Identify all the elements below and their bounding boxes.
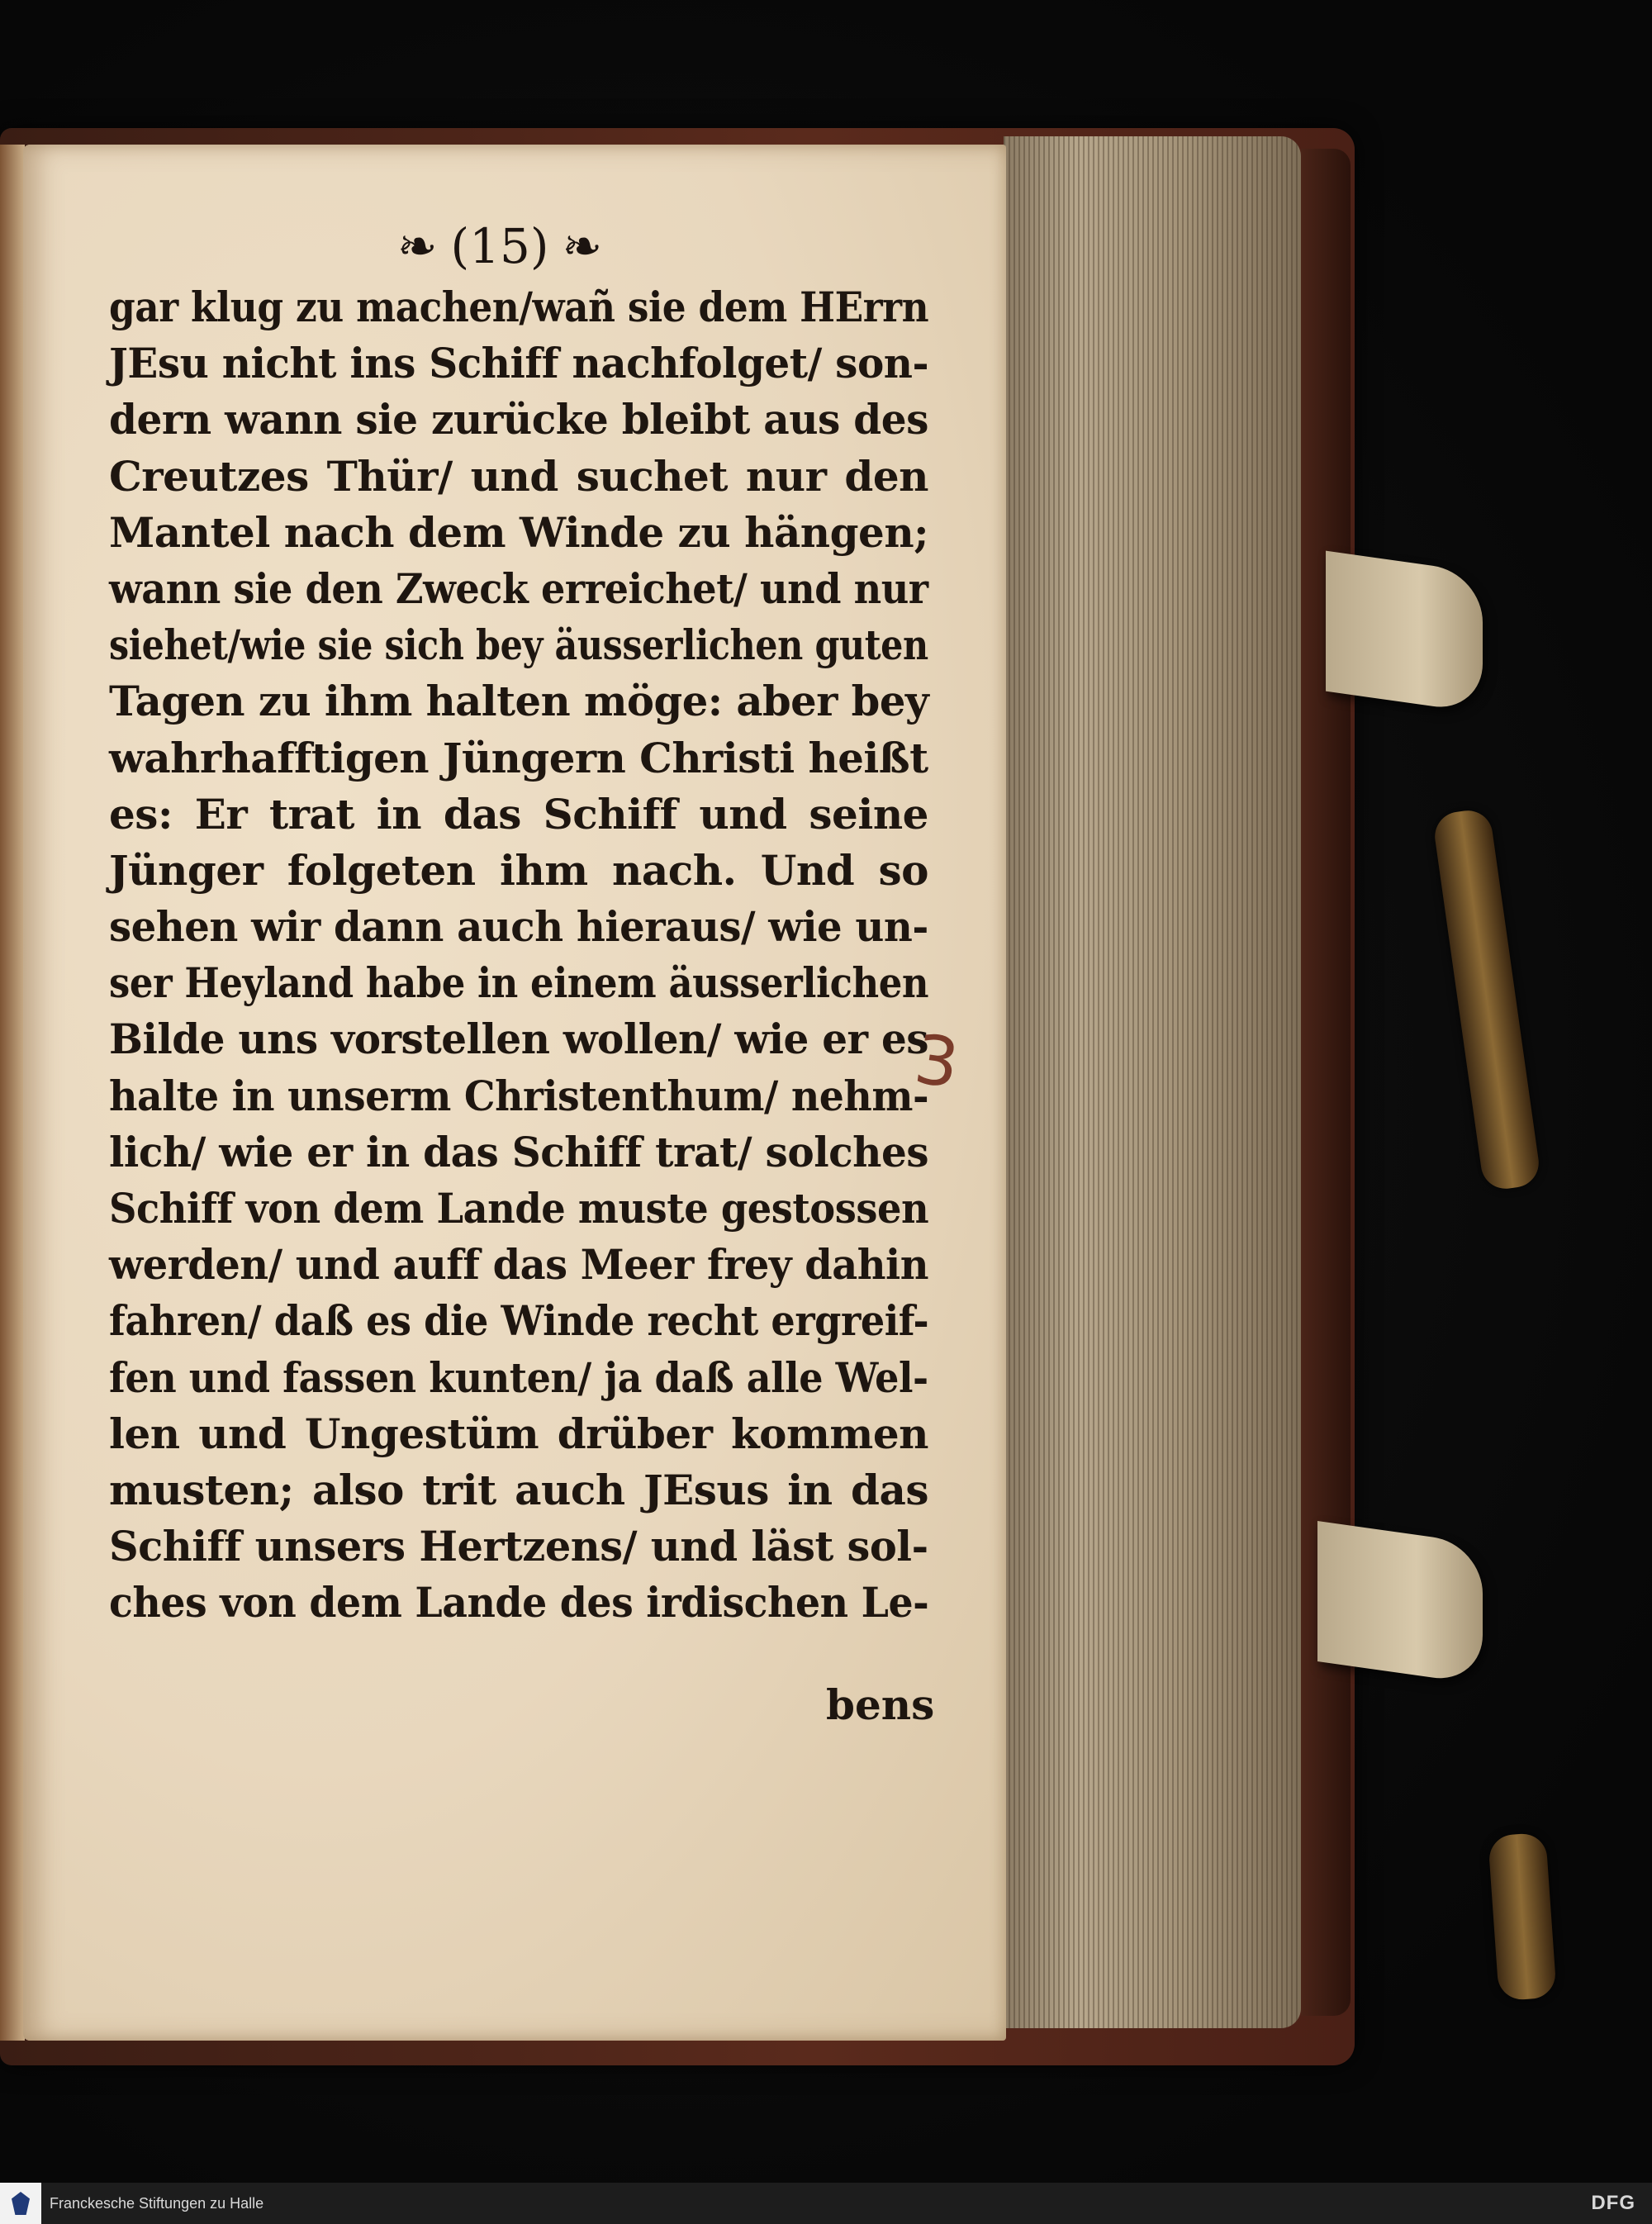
institution-logo-icon bbox=[12, 2192, 30, 2215]
page-gutter bbox=[0, 145, 25, 2041]
text-line: wahrhafftigen Jüngern Christi heißt bbox=[109, 733, 928, 782]
clasp-strap-lower bbox=[1317, 1521, 1483, 1685]
text-line: gar klug zu machen/wañ sie dem HErrn bbox=[109, 283, 929, 331]
text-line: dern wann sie zurücke bleibt aus des bbox=[109, 395, 928, 444]
text-line: Bilde uns vorstellen wollen/ wie er es bbox=[109, 1015, 929, 1064]
text-line: Mantel nach dem Winde zu hängen; bbox=[109, 507, 929, 557]
page-number: (15) bbox=[450, 218, 549, 274]
text-line: halte in unserm Christenthum/ nehm- bbox=[109, 1071, 929, 1120]
metal-clasp-upper bbox=[1431, 807, 1541, 1191]
clasp-strap-upper bbox=[1326, 551, 1483, 714]
text-block bbox=[109, 279, 928, 1632]
footer-bar bbox=[0, 2183, 1652, 2224]
text-line: sehen wir dann auch hieraus/ wie un- bbox=[109, 902, 928, 952]
institution-name: Franckesche Stiftungen zu Halle bbox=[50, 2194, 264, 2212]
text-line: fen und fassen kunten/ ja daß alle Wel- bbox=[109, 1352, 928, 1402]
cover-edge bbox=[1301, 149, 1351, 2016]
text-line: ches von dem Lande des irdischen Le- bbox=[109, 1578, 929, 1628]
metal-clasp-lower bbox=[1488, 1832, 1557, 2001]
text-line: Tagen zu ihm halten möge: aber bey bbox=[109, 677, 929, 726]
text-line: lich/ wie er in das Schiff trat/ solches bbox=[109, 1127, 929, 1176]
ornament-left-icon: ❧ bbox=[396, 218, 438, 274]
text-line: len und Ungestüm drüber kommen bbox=[109, 1409, 928, 1458]
text-line: musten; also trit auch JEsus in das bbox=[109, 1465, 928, 1514]
text-line: werden/ und auff das Meer frey dahin bbox=[109, 1240, 929, 1290]
catchword: bens bbox=[826, 1680, 935, 1729]
text-line: Jünger folgeten ihm nach. Und so bbox=[109, 845, 928, 895]
text-line: Creutzes Thür/ und suchet nur den bbox=[109, 451, 928, 501]
institution-logo bbox=[0, 2183, 41, 2224]
text-line: Schiff unsers Hertzens/ und läst sol- bbox=[109, 1522, 928, 1571]
text-line: ser Heyland habe in einem äusserlichen bbox=[109, 958, 929, 1008]
margin-annotation: 3 bbox=[909, 1019, 964, 1105]
funder-logo: DFG bbox=[1591, 2192, 1635, 2214]
text-line: Schiff von dem Lande muste gestossen bbox=[109, 1184, 929, 1233]
ornament-right-icon: ❧ bbox=[562, 218, 603, 274]
text-line: es: Er trat in das Schiff und seine bbox=[109, 789, 928, 839]
page-header bbox=[363, 213, 636, 279]
text-line: wann sie den Zweck erreichet/ und nur bbox=[109, 563, 928, 613]
text-line: JEsu nicht ins Schiff nachfolget/ son- bbox=[109, 339, 929, 388]
text-line: siehet/wie sie sich bey äusserlichen guten bbox=[109, 620, 928, 670]
text-line: fahren/ daß es die Winde recht ergreif- bbox=[109, 1296, 929, 1346]
page-fore-edge bbox=[1004, 136, 1301, 2028]
